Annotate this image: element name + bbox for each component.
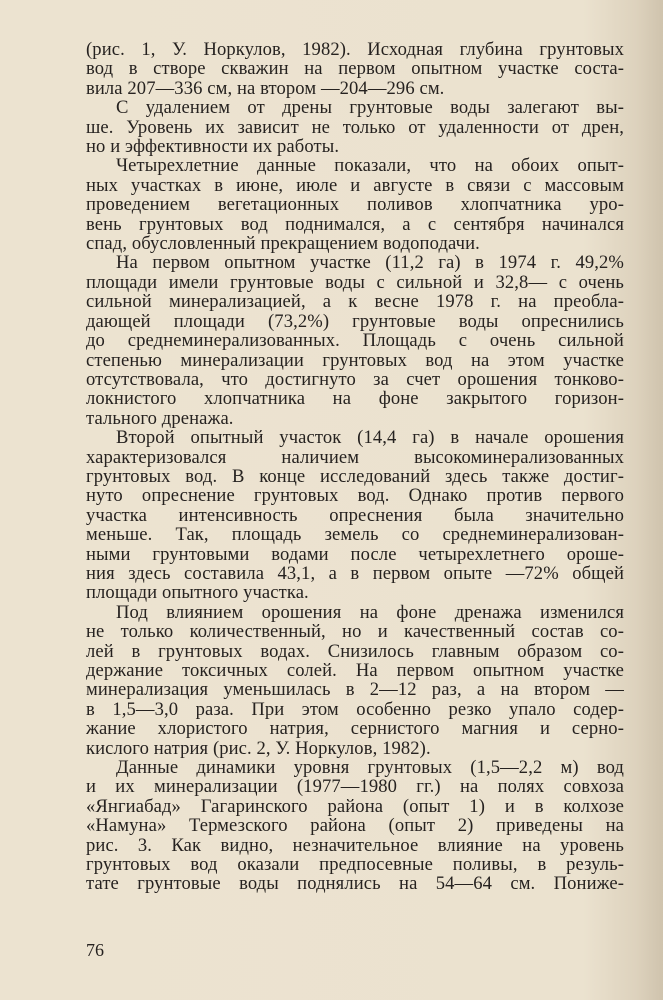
text-line: площади имели грунтовые воды с сильной и 32,8— с очень <box>86 271 624 293</box>
text-line: нуто опреснение грунтовых вод. Однако против первого <box>86 485 624 507</box>
text-line: ше. Уровень их зависит не только от удаленности от дрен, <box>86 116 624 138</box>
page-number: 76 <box>86 940 104 960</box>
paragraph <box>86 603 624 758</box>
text-line: участка интенсивность опреснения была значительно <box>86 504 624 526</box>
text-line: рис. 3. Как видно, незначительное влияние на уровень <box>86 834 624 856</box>
paragraph <box>86 428 624 603</box>
text-line: лей в грунтовых водах. Снизилось главным образом со- <box>86 640 624 662</box>
text-line: грунтовых вод оказали предпосевные поливы, в резуль- <box>86 854 624 876</box>
paragraph <box>86 758 624 894</box>
text-line: характеризовался наличием высокоминерализованных <box>86 446 624 468</box>
text-line: С удалением от дрены грунтовые воды залегают вы- <box>116 97 624 119</box>
text-line: дающей площади (73,2%) грунтовые воды опреснились <box>86 310 624 332</box>
text-line: тате грунтовые воды поднялись на 54—64 см. Пониже- <box>86 873 624 895</box>
paragraph <box>86 156 624 253</box>
text-line: ных участках в июне, июле и августе в связи с массовым <box>86 174 624 196</box>
text-line: На первом опытном участке (11,2 га) в 1974 г. 49,2% <box>116 252 624 274</box>
text-line: держание токсичных солей. На первом опытном участке <box>86 660 624 681</box>
text-line: в 1,5—3,0 раза. При этом особенно резко упало содер- <box>86 698 624 720</box>
text-line: Второй опытный участок (14,4 га) в начале орошения <box>116 427 624 449</box>
paragraph <box>86 98 624 156</box>
text-line: сильной минерализацией, а к весне 1978 г. на преобла- <box>86 291 624 313</box>
text-line: локнистого хлопчатника на фоне закрытого горизон- <box>86 388 624 410</box>
text-line: «Янгиабад» Гагаринского района (опыт 1) и в колхозе <box>86 795 624 817</box>
text-line: ния здесь составила 43,1, а в первом опыте —72% общей <box>86 562 624 584</box>
text-line: минерализация уменьшилась в 2—12 раз, а на втором — <box>86 679 624 701</box>
paragraph <box>86 253 624 428</box>
text-line: «Намуна» Термезского района (опыт 2) приведены на <box>86 815 624 837</box>
text-line: жание хлористого натрия, сернистого магния и серно- <box>86 718 624 740</box>
text-line: но и эффективности их работы. <box>86 136 340 158</box>
text-line: Под влиянием орошения на фоне дренажа изменился <box>116 601 624 623</box>
text-line: грунтовых вод. В конце исследований здесь также достиг- <box>86 465 624 487</box>
text-line: кислого натрия (рис. 2, У. Норкулов, 1982). <box>86 737 431 759</box>
text-line: Четырехлетние данные показали, что на обоих опыт- <box>116 155 624 177</box>
text-line: и их минерализации (1977—1980 гг.) на полях совхоза <box>86 776 624 798</box>
text-line: тального дренажа. <box>86 407 234 429</box>
text-line: (рис. 1, У. Норкулов, 1982). Исходная глубина грунтовых <box>86 39 624 60</box>
text-line: вила 207—336 см, на втором —204—296 см. <box>86 77 445 99</box>
text-line: спад, обусловленный прекращением водоподачи. <box>86 233 480 255</box>
text-line: площади опытного участка. <box>86 582 309 604</box>
text-line: степенью минерализации грунтовых вод на этом участке <box>86 349 624 371</box>
text-line: до среднеминерализованных. Площадь с очень сильной <box>86 330 624 352</box>
text-line: вень грунтовых вод поднимался, а с сентября начинался <box>86 213 624 235</box>
body-text <box>86 40 624 894</box>
text-line: вод в створе скважин на первом опытном участке соста- <box>86 58 624 80</box>
paragraph <box>86 40 624 98</box>
text-line: Данные динамики уровня грунтовых (1,5—2,2 м) вод <box>116 757 624 779</box>
text-line: не только количественный, но и качественный состав со- <box>86 621 624 643</box>
text-line: отсутствовала, что достигнуто за счет орошения тонково- <box>86 368 624 390</box>
text-line: проведением вегетационных поливов хлопчатника уро- <box>86 194 624 216</box>
text-line: ными грунтовыми водами после четырехлетнего ороше- <box>86 543 624 565</box>
text-line: меньше. Так, площадь земель со среднеминерализован- <box>86 524 624 546</box>
